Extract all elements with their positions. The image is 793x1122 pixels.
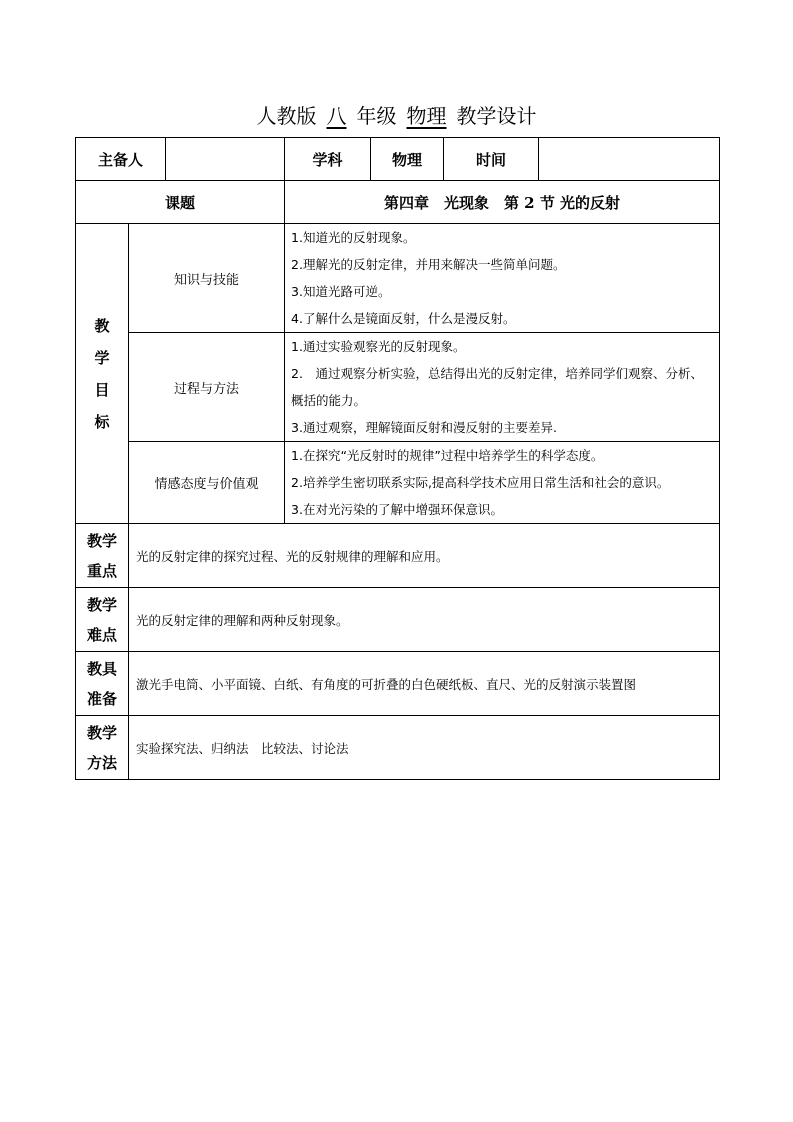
process-item: 1.通过实验观察光的反射现象。	[291, 339, 466, 354]
difficulties-label	[76, 588, 129, 652]
attitude-label: 情感态度与价值观	[129, 442, 285, 524]
materials-value: 激光手电筒、小平面镜、白纸、有角度的可折叠的白色硬纸板、直尺、光的反射演示装置图	[129, 652, 720, 716]
preparer-value[interactable]	[166, 138, 285, 181]
methods-label	[76, 716, 129, 780]
key-points-row	[76, 524, 720, 588]
knowledge-item: 1.知道光的反射现象。	[291, 230, 416, 245]
knowledge-item: 2.理解光的反射定律，并用来解决一些简单问题。	[291, 257, 566, 272]
materials-label-top: 教具	[86, 659, 117, 678]
title-prefix: 人教版	[256, 104, 317, 128]
key-points-label	[76, 524, 129, 588]
key-points-value: 光的反射定律的探究过程、光的反射规律的理解和应用。	[129, 524, 720, 588]
attitude-item: 3.在对光污染的了解中增强环保意识。	[291, 502, 503, 517]
topic-label: 课题	[76, 181, 285, 224]
knowledge-content	[285, 224, 720, 333]
subject-label: 学科	[285, 138, 371, 181]
objectives-label-char: 教	[94, 316, 110, 335]
attitude-content	[285, 442, 720, 524]
knowledge-item: 4.了解什么是镜面反射，什么是漫反射。	[291, 311, 516, 326]
subject-value: 物理	[371, 138, 444, 181]
title-grade-suffix: 年级	[356, 104, 397, 128]
objectives-label-char: 目	[94, 380, 110, 399]
title-subject: 物理	[406, 104, 447, 128]
title-grade: 八	[326, 104, 347, 128]
document-title	[0, 102, 793, 130]
objectives-label	[76, 224, 129, 524]
objectives-label-char: 标	[94, 412, 110, 431]
attitude-item: 1.在探究“光反射时的规律”过程中培养学生的科学态度。	[291, 448, 604, 463]
difficulties-label-top: 教学	[86, 595, 117, 614]
time-value[interactable]	[539, 138, 720, 181]
key-points-label-top: 教学	[86, 531, 117, 550]
process-label: 过程与方法	[129, 333, 285, 442]
key-points-label-bottom: 重点	[86, 561, 117, 580]
methods-label-top: 教学	[86, 723, 117, 742]
knowledge-item: 3.知道光路可逆。	[291, 284, 391, 299]
topic-row	[76, 181, 720, 224]
lesson-plan-table	[75, 137, 720, 780]
attitude-item: 2.培养学生密切联系实际,提高科学技术应用日常生活和社会的意识。	[291, 475, 670, 490]
knowledge-label: 知识与技能	[129, 224, 285, 333]
difficulties-row	[76, 588, 720, 652]
difficulties-label-bottom: 难点	[86, 625, 117, 644]
objectives-label-char: 学	[94, 348, 110, 367]
objective-row-attitude	[76, 442, 720, 524]
objective-row-knowledge	[76, 224, 720, 333]
info-row	[76, 138, 720, 181]
materials-label	[76, 652, 129, 716]
preparer-label: 主备人	[76, 138, 166, 181]
title-suffix: 教学设计	[456, 104, 537, 128]
process-item: 3.通过观察，理解镜面反射和漫反射的主要差异.	[291, 420, 557, 435]
objective-row-process	[76, 333, 720, 442]
time-label: 时间	[444, 138, 539, 181]
topic-value: 第四章 光现象 第 2 节 光的反射	[285, 181, 720, 224]
methods-value: 实验探究法、归纳法 比较法、讨论法	[129, 716, 720, 780]
materials-row	[76, 652, 720, 716]
methods-row	[76, 716, 720, 780]
process-item: 2. 通过观察分析实验，总结得出光的反射定律，培养同学们观察、分析、概括的能力。	[291, 366, 703, 408]
process-content	[285, 333, 720, 442]
materials-label-bottom: 准备	[86, 689, 117, 708]
difficulties-value: 光的反射定律的理解和两种反射现象。	[129, 588, 720, 652]
methods-label-bottom: 方法	[86, 753, 117, 772]
